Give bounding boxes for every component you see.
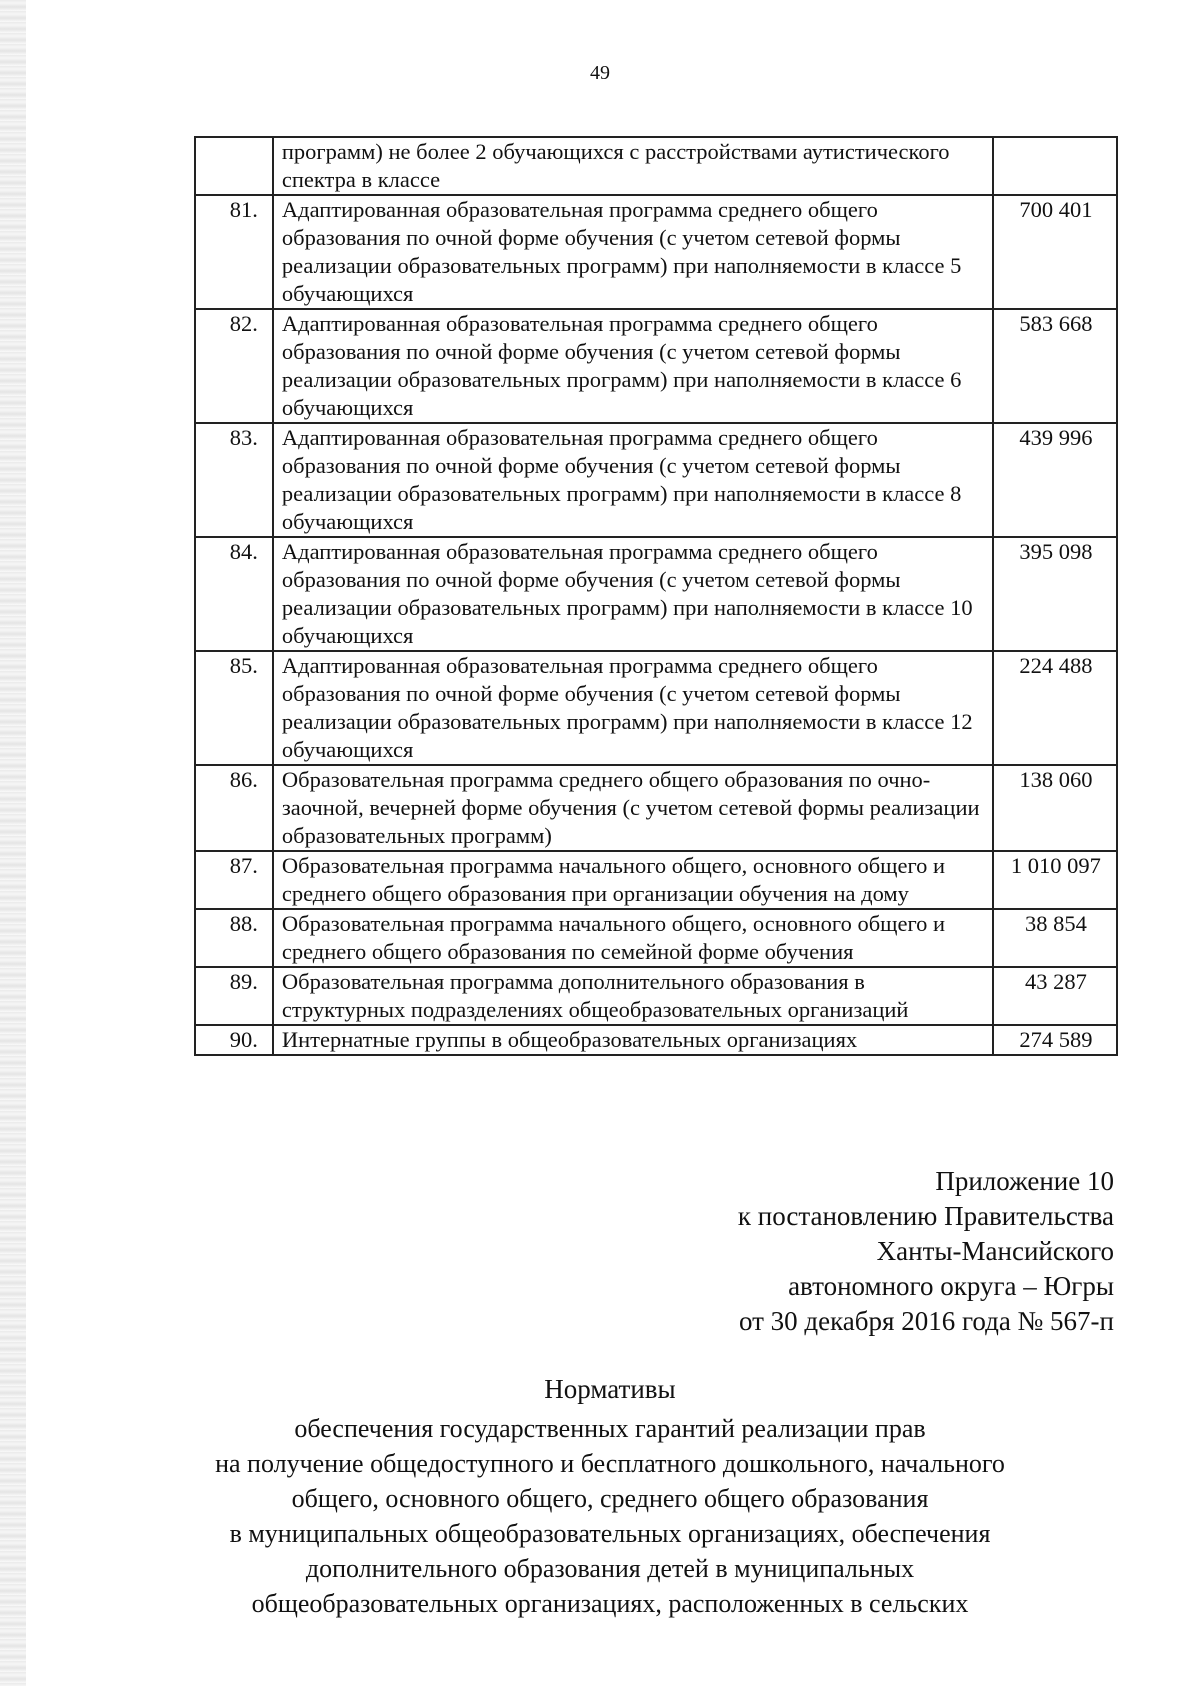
document-title (160, 1372, 1060, 1621)
table-row (195, 537, 1117, 651)
appendix-number: Приложение 10 (935, 1166, 1114, 1196)
row-value: 224 488 (993, 651, 1117, 765)
appendix-region: Ханты-Мансийского (876, 1236, 1114, 1266)
appendix-block (738, 1164, 1114, 1339)
normatives-table (194, 136, 1118, 1056)
table-body (195, 137, 1117, 1055)
row-name: Интернатные группы в общеобразовательных организациях (273, 1025, 993, 1055)
appendix-district: автономного округа – Югры (788, 1271, 1114, 1301)
row-name: Образовательная программа среднего общего образования по очно-заочной, вечерней форме обучения (с учетом сетевой формы реализации образовательных программ) (273, 765, 993, 851)
table-row (195, 765, 1117, 851)
row-name: Адаптированная образовательная программа среднего общего образования по очной форме обучения (с учетом сетевой формы реализации образовательных программ) при наполняемости в классе 6 обучающихся (273, 309, 993, 423)
appendix-date: от 30 декабря 2016 года № 567-п (738, 1306, 1114, 1336)
table-row (195, 1025, 1117, 1055)
row-name: Адаптированная образовательная программа среднего общего образования по очной форме обучения (с учетом сетевой формы реализации образовательных программ) при наполняемости в классе 12 обучающихся (273, 651, 993, 765)
row-number: 90. (195, 1025, 273, 1055)
title-line: на получение общедоступного и бесплатного дошкольного, начального (215, 1449, 1005, 1478)
title-line: в муниципальных общеобразовательных организациях, обеспечения (229, 1519, 991, 1548)
row-number: 86. (195, 765, 273, 851)
scan-edge (0, 0, 26, 1686)
table-row (195, 195, 1117, 309)
page-number: 49 (590, 62, 610, 84)
row-number: 81. (195, 195, 273, 309)
row-name: программ) не более 2 обучающихся с расстройствами аутистического спектра в классе (273, 137, 993, 195)
row-value: 700 401 (993, 195, 1117, 309)
title-line: обеспечения государственных гарантий реализации прав (294, 1414, 926, 1443)
table-row (195, 967, 1117, 1025)
row-value: 138 060 (993, 765, 1117, 851)
row-number: 83. (195, 423, 273, 537)
row-number: 87. (195, 851, 273, 909)
row-name: Адаптированная образовательная программа среднего общего образования по очной форме обучения (с учетом сетевой формы реализации образовательных программ) при наполняемости в классе 8 обучающихся (273, 423, 993, 537)
row-value: 439 996 (993, 423, 1117, 537)
table-row (195, 137, 1117, 195)
row-name: Образовательная программа начального общего, основного общего и среднего общего образования по семейной форме обучения (273, 909, 993, 967)
table-row (195, 423, 1117, 537)
row-number: 89. (195, 967, 273, 1025)
row-number: 85. (195, 651, 273, 765)
row-name: Образовательная программа начального общего, основного общего и среднего общего образования при организации обучения на дому (273, 851, 993, 909)
row-number (195, 137, 273, 195)
title-line: общеобразовательных организациях, расположенных в сельских (251, 1589, 969, 1618)
table-row (195, 651, 1117, 765)
table-row (195, 851, 1117, 909)
title-line: общего, основного общего, среднего общего образования (291, 1484, 929, 1513)
row-number: 88. (195, 909, 273, 967)
title-main: Нормативы (544, 1374, 676, 1404)
row-value: 583 668 (993, 309, 1117, 423)
row-number: 82. (195, 309, 273, 423)
table-row (195, 309, 1117, 423)
row-value (993, 137, 1117, 195)
row-value: 395 098 (993, 537, 1117, 651)
row-number: 84. (195, 537, 273, 651)
row-value: 38 854 (993, 909, 1117, 967)
row-value: 274 589 (993, 1025, 1117, 1055)
row-value: 1 010 097 (993, 851, 1117, 909)
row-name: Образовательная программа дополнительного образования в структурных подразделениях общеобразовательных организаций (273, 967, 993, 1025)
title-line: дополнительного образования детей в муниципальных (305, 1554, 915, 1583)
row-value: 43 287 (993, 967, 1117, 1025)
row-name: Адаптированная образовательная программа среднего общего образования по очной форме обучения (с учетом сетевой формы реализации образовательных программ) при наполняемости в классе 5 обучающихся (273, 195, 993, 309)
row-name: Адаптированная образовательная программа среднего общего образования по очной форме обучения (с учетом сетевой формы реализации образовательных программ) при наполняемости в классе 10 обучающихся (273, 537, 993, 651)
table-row (195, 909, 1117, 967)
appendix-ref: к постановлению Правительства (737, 1201, 1114, 1231)
